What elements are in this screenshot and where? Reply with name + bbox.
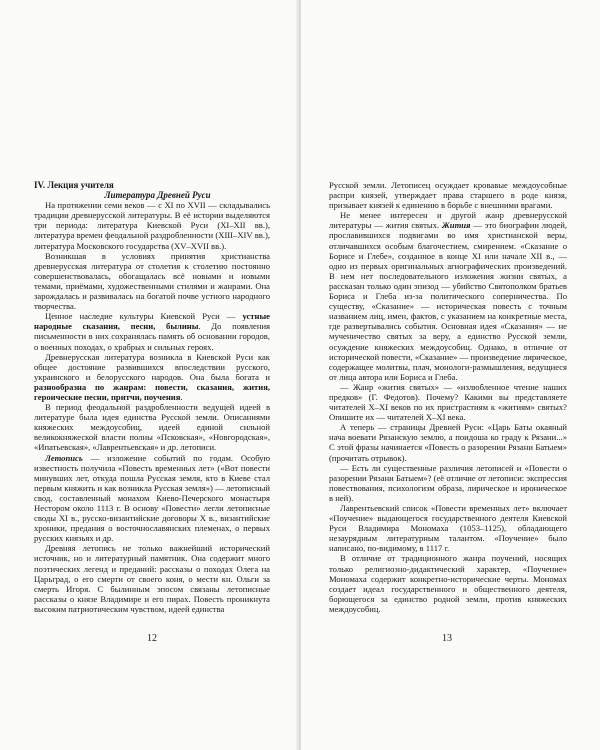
paragraph: Лаврентьевский список «Повести временных лет» включает «Поучение» выдающегося государственного деятеля Киевской Руси Владимира Мономаха (1053–1125), обладающего незаурядным литературным талантом. «Поучение» было написано, по-видимому, в 1117 г.: [329, 503, 567, 554]
paragraph: Возникшая в условиях принятия христианства древнерусская литература от столетия к столетию постоянно совершенствовалась, обогащалась всё новыми и новыми темами, приёмами, художественными стилями и жанрами. Она зарождалась и развивалась на богатой почве устного народного творчества.: [34, 250, 270, 312]
page-number: 12: [147, 633, 157, 644]
paragraph: А теперь — страницы Древней Руси: «Царь Баты окаяный нача воевати Рязанскую землю, а поидоша ко граду к Рязани...» С этой фразы начинается «Повесть о разорении Рязани Батыем» (прочитать отрывок).: [329, 422, 567, 463]
paragraph: Ценное наследие культуры Киевской Руси — устные народные сказания, песни, былины. До появления письменности в них сохранялась память об основании городов, о военных походах, о храбрых и сильных героях.: [34, 311, 270, 352]
section-title: Литература Древней Руси: [104, 190, 211, 201]
paragraph: — Жанр «жития святых» — «излюбленное чтение наших предков» (Г. Федотов). Почему? Какими вы представляете читателей X–XI веков по их пристрастиям к «житиям» святых? Опишите их — читателей X–XI века.: [329, 381, 567, 423]
right-page: [301, 0, 600, 750]
paragraph: — Есть ли существенные различия летописей и «Повести о разорении Рязани Батыем»? (её отличие от летописи: экспрессия повествования, психологизм образа, лирическое и ироническое в ней).: [329, 462, 567, 503]
paragraph: Русской земли. Летописец осуждает кровавые междоусобные распри князей, утверждает права старшего в роде князя, призывает князей к единению в борьбе с внешними врагами.: [329, 180, 567, 211]
left-page: [0, 0, 299, 750]
paragraph: Древнерусская литература возникла в Киевской Руси как общее достояние развившихся впоследствии русского, украинского и белорусского народов. Она была богата и разнообразна по жанрам: повести, сказания, жития, героические песни, притчи, поучения.: [34, 351, 270, 402]
paragraph: На протяжении семи веков — с XI по XVII — складывались традиции древнерусской литературы. В её истории выделяются три периода: литература Киевской Руси (XI–XII вв.), литература времен феодальной раздробленности (XIII–XIV вв.), литература Московского государства (XV–XVII вв.).: [34, 200, 270, 251]
paragraph: Древняя летопись не только важнейший исторический источник, но и литературный памятник. Она содержит много поэтических легенд и преданий: рассказы о походах Олега на Царьград, о его смерти от своего коня, о мести кн. Ольги за смерть Игоря. С былинным эпосом связаны летописные рассказы о князе Владимире и его пирах. Повесть проникнута высоким патриотическим чувством, идеей единства: [34, 543, 270, 614]
paragraph: В отличие от традиционного жанра поучений, носящих только религиозно-дидактический характер, «Поучение» Мономаха содержит конкретно-исторические черты. Мономах создает идеал государственного и общественного деятеля, борющегося за единство родной земли, против княжеских междоусобиц.: [329, 553, 567, 614]
right-text-column: [329, 180, 567, 614]
paragraph: Не менее интересен и другой жанр древнерусской литературы — жития святых. Жития — это биографии людей, прославившихся подвигами во имя христианской веры, отличавшихся особым благочестием, смирением. «Сказание о Борисе и Глебе», созданное в конце XI или начале XII в., — одно из первых оригинальных агиографических произведений. В нем нет последовательного изложения жизни святых, а рассказан только один эпизод — убийство Святополком братьев Бориса и Глеба из-за политического соперничества. По существу, «Сказание» — историческая повесть с точным названием лиц, имен, фактов, с указанием на конкретные места, где развертывались события. Основная идея «Сказания» — не мученичество святых за веру, а единство Русской земли, осуждение княжеских междоусобиц. Однако, в отличие от исторической повести, «Сказание» — произведение лирическое, содержащее молитвы, плач, монологи-размышления, ведущиеся от лица автора или Бориса и Глеба.: [329, 210, 567, 382]
paragraph: В период феодальной раздробленности ведущей идеей в литературе была идея единства Русской земли. Описаниями княжеских междоусобиц, идеей единой сильной великокняжеской власти полны «Псковская», «Новгородская», «Ипатьевская», «Лаврентьевская» и др. летописи.: [34, 402, 270, 453]
section-heading: IV. Лекция учителя: [34, 180, 114, 190]
page-number: 13: [442, 633, 452, 644]
paragraph: Летопись — изложение событий по годам. Особую известность получила «Повесть временных лет» («Вот повести минувших лет, откуда пошла Русская земля, кто в Киеве стал первым княжить и как возникла Русская земля») — летописный свод, составленный монахом Киево-Печерского монастыря Нестором около 1113 г. В основу «Повести» легли летописные своды XI в., русско-византийские договоры X в., византийские хроники, предания о восточнославянских племенах, о первых русских князьях и др.: [34, 452, 270, 544]
left-text-column: [34, 180, 270, 614]
